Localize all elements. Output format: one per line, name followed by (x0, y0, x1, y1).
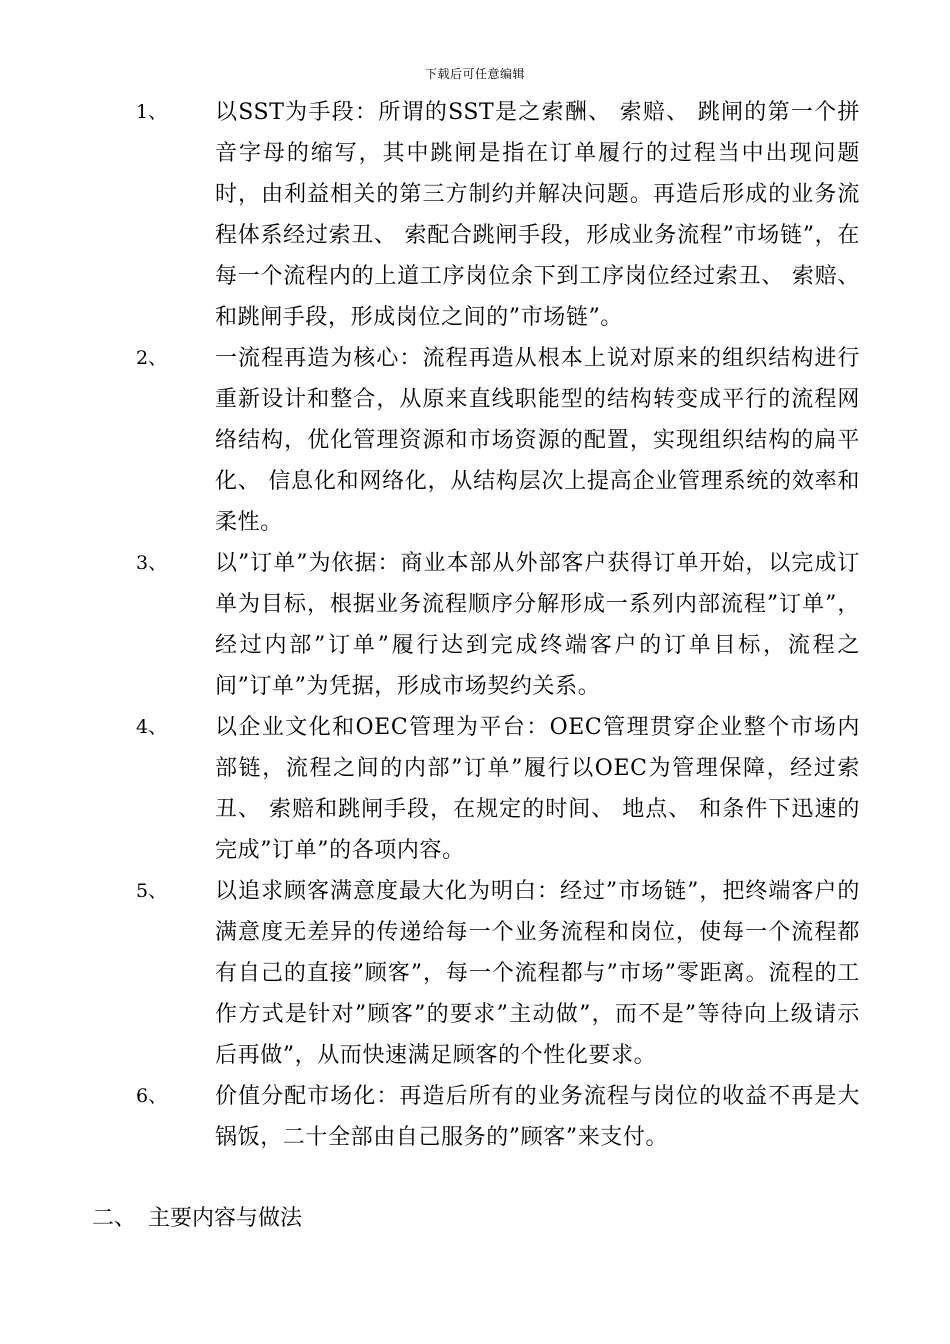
list-item-number: 6、 (136, 1085, 168, 1107)
list-item-number: 3、 (136, 552, 168, 574)
list-item-text: 以SST为手段：所谓的SST是之索酬、 索赔、 跳闸的第一个拼音字母的缩写，其中跳闸是指在订单履行的过程当中出现问题时，由利益相关的第三方制约并解决问题。再造后形成的业务流程体系经过索丑、 索配合跳闸手段，形成业务流程”市场链”，在每一个流程内的上道工序岗位余下到工序岗位经过索丑、 索赔、 和跳闸手段，形成岗位之间的”市场链”。 (215, 100, 860, 330)
list-item (0, 92, 950, 338)
section-heading (92, 1198, 302, 1239)
section-title: 主要内容与做法 (148, 1206, 303, 1231)
list-item-text: 以企业文化和OEC管理为平台：OEC管理贯穿企业整个市场内部链，流程之间的内部”订单”履行以OEC为管理保障，经过索丑、 索赔和跳闸手段，在规定的时间、 地点、 和条件下迅速的完成”订单”的各项内容。 (215, 715, 860, 863)
list-item-text: 以追求顾客满意度最大化为明白：经过”市场链”，把终端客户的满意度无差异的传递给每一个业务流程和岗位，使每一个流程都有自己的直接”顾客”，每一个流程都与”市场”零距离。流程的工作方式是针对”顾客”的要求”主动做”，而不是”等待向上级请示后再做”，从而快速满足顾客的个性化要求。 (215, 879, 860, 1068)
list-item (0, 707, 950, 871)
list-item (0, 871, 950, 1076)
list-item-number: 5、 (136, 880, 168, 902)
list-item-text: 一流程再造为核心：流程再造从根本上说对原来的组织结构进行重新设计和整合，从原来直线职能型的结构转变成平行的流程网络结构，优化管理资源和市场资源的配置，实现组织结构的扁平化、 信息化和网络化，从结构层次上提高企业管理系统的效率和柔性。 (215, 346, 860, 535)
list-item (0, 1076, 950, 1158)
list-item (0, 543, 950, 707)
list-item-number: 1、 (136, 101, 168, 123)
list-item (0, 338, 950, 543)
list-item-text: 价值分配市场化：再造后所有的业务流程与岗位的收益不再是大锅饭，二十全部由自己服务的”顾客”来支付。 (215, 1084, 860, 1150)
list-item-number: 4、 (136, 716, 168, 738)
list-item-number: 2、 (136, 347, 168, 369)
page-header-caption: 下载后可任意编辑 (424, 67, 525, 81)
section-number: 二、 (92, 1206, 137, 1231)
list-item-text: 以”订单”为依据：商业本部从外部客户获得订单开始，以完成订单为目标，根据业务流程顺序分解形成一系列内部流程”订单”，经过内部”订单”履行达到完成终端客户的订单目标，流程之间”订单”为凭据，形成市场契约关系。 (215, 551, 860, 699)
numbered-list (0, 92, 950, 1158)
